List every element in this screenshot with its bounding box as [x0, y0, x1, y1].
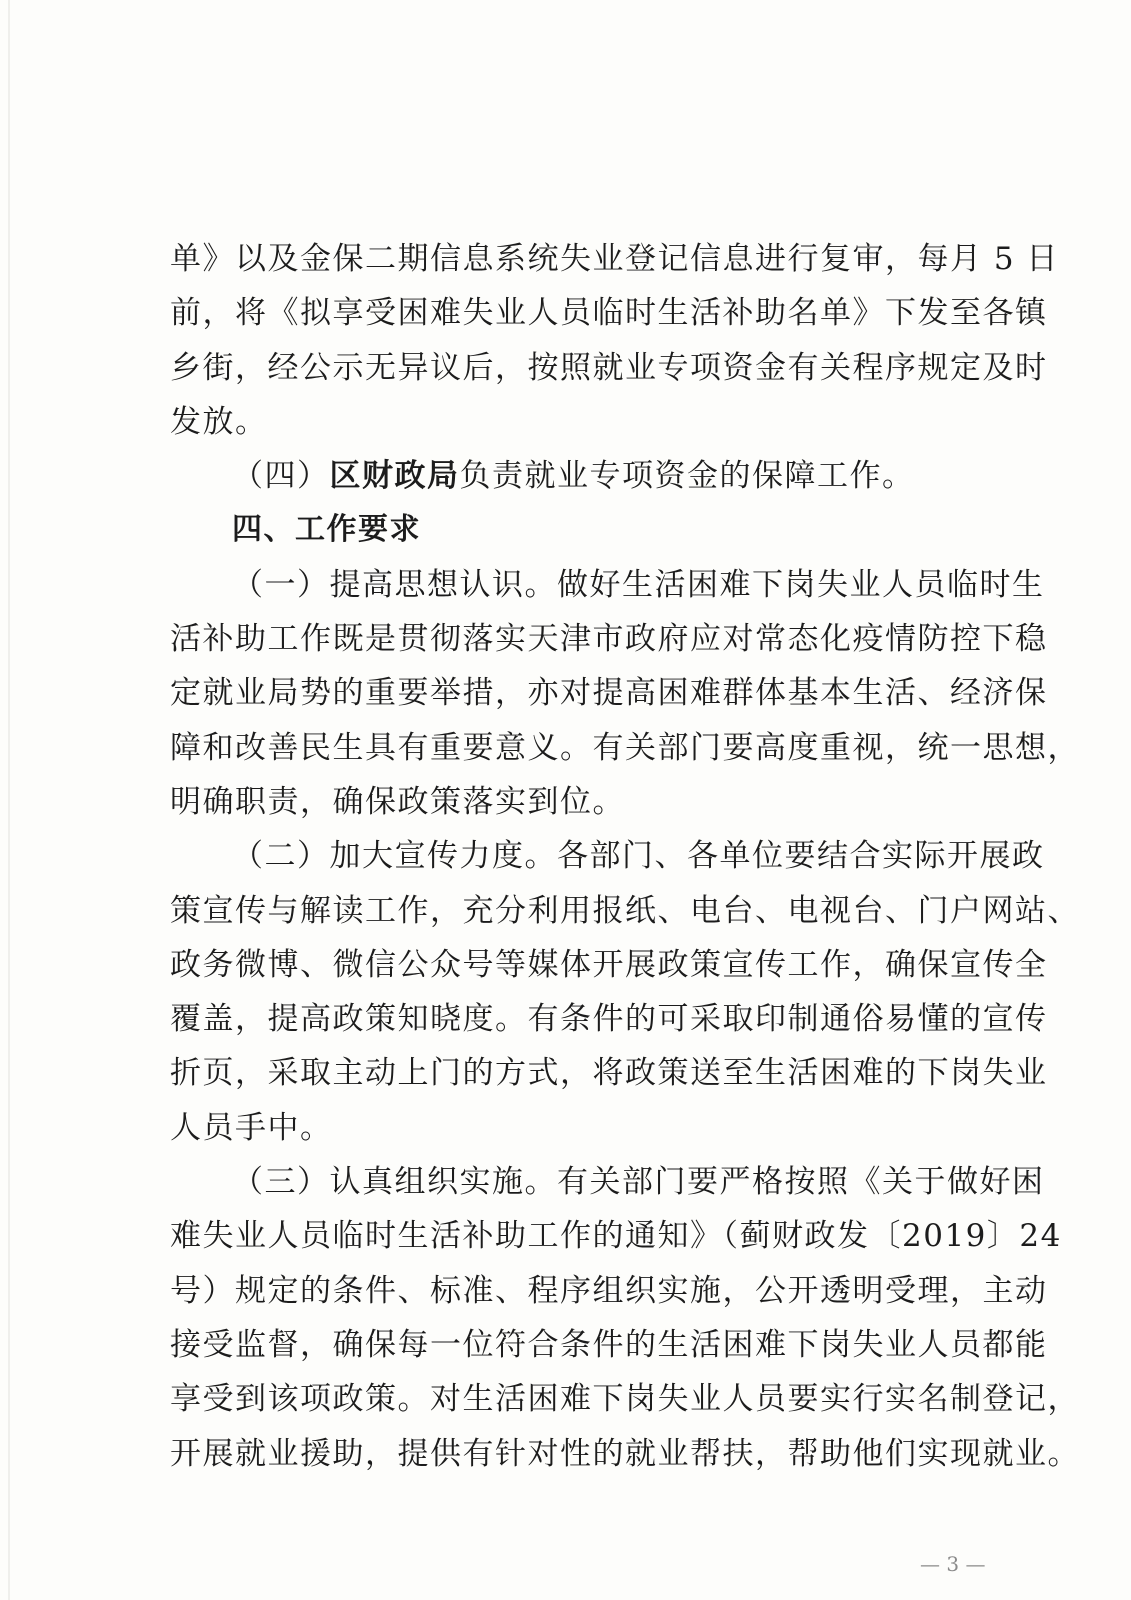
item-four-text: 负责就业专项资金的保障工作。 — [459, 458, 915, 495]
paragraph-two-line: 人员手中。 — [170, 1109, 333, 1146]
paragraph-two-line: 策宣传与解读工作，充分利用报纸、电台、电视台、门户网站、 — [170, 892, 1080, 929]
paragraph-two-line: 政务微博、微信公众号等媒体开展政策宣传工作，确保宣传全 — [170, 946, 1048, 983]
page-number: — 3 — — [920, 1552, 986, 1576]
paragraph-one-line: 定就业局势的重要举措，亦对提高困难群体基本生活、经济保 — [170, 675, 1048, 712]
text-line: 发放。 — [170, 403, 268, 440]
paragraph-two-line: （二）加大宣传力度。各部门、各单位要结合实际开展政 — [232, 838, 1045, 875]
scan-edge — [8, 0, 10, 1600]
text-line: 单》以及金保二期信息系统失业登记信息进行复审，每月 5 日 — [170, 241, 1059, 277]
text-line: 乡街，经公示无异议后，按照就业专项资金有关程序规定及时 — [170, 349, 1048, 386]
paragraph-three-line: 接受监督，确保每一位符合条件的生活困难下岗失业人员都能 — [170, 1326, 1048, 1363]
paragraph-three-line: 难失业人员临时生活补助工作的通知》（蓟财政发〔2019〕24 — [170, 1218, 1062, 1255]
paragraph-three-line: 开展就业援助，提供有针对性的就业帮扶，帮助他们实现就业。 — [170, 1435, 1080, 1472]
section-heading: 四、工作要求 — [232, 512, 421, 548]
item-four — [170, 449, 998, 503]
item-four-dept: 区财政局 — [329, 458, 460, 495]
item-four-prefix: （四） — [232, 458, 330, 495]
paragraph-three-line: 享受到该项政策。对生活困难下岗失业人员要实行实名制登记， — [170, 1381, 1080, 1418]
paragraph-one-line: 明确职责，确保政策落实到位。 — [170, 783, 625, 820]
text-line: 前，将《拟享受困难失业人员临时生活补助名单》下发至各镇 — [170, 295, 1048, 332]
document-body — [170, 232, 1080, 1481]
paragraph-one-line: 障和改善民生具有重要意义。有关部门要高度重视，统一思想， — [170, 729, 1080, 766]
paragraph-three-line: 号）规定的条件、标准、程序组织实施，公开透明受理，主动 — [170, 1272, 1048, 1309]
paragraph-one-line: （一）提高思想认识。做好生活困难下岗失业人员临时生 — [232, 566, 1045, 603]
paragraph-one-line: 活补助工作既是贯彻落实天津市政府应对常态化疫情防控下稳 — [170, 621, 1048, 658]
paragraph-two-line: 覆盖，提高政策知晓度。有条件的可采取印制通俗易懂的宣传 — [170, 1001, 1048, 1038]
paragraph-two-line: 折页，采取主动上门的方式，将政策送至生活困难的下岗失业 — [170, 1055, 1048, 1092]
paragraph-three-line: （三）认真组织实施。有关部门要严格按照《关于做好困 — [232, 1164, 1045, 1201]
